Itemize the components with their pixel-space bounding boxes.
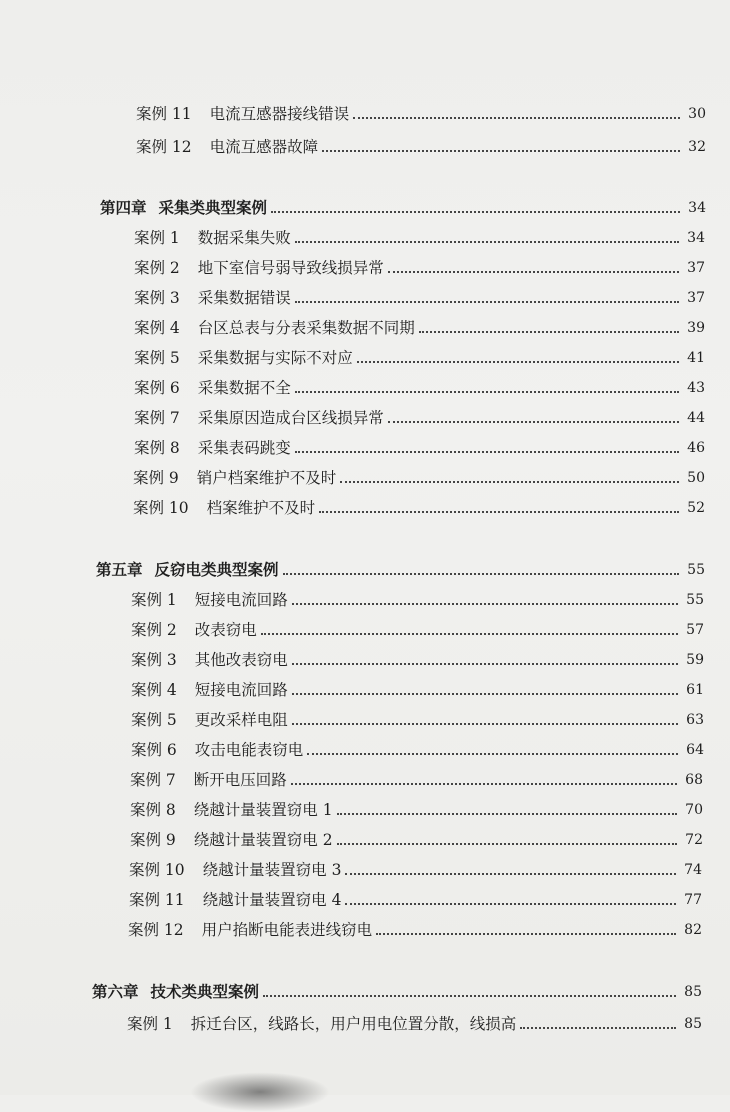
dot-leader [357,361,679,363]
entry-number: 案例 1 [131,591,177,609]
entry-number: 案例 3 [134,289,180,307]
dot-leader [261,633,678,635]
entry-page: 39 [687,320,705,336]
entry-page: 41 [687,350,705,366]
dot-leader [419,331,679,333]
dot-leader [345,873,676,875]
dot-leader [292,603,678,605]
entry-number: 案例 1 [134,229,180,247]
toc-chapter[interactable] [100,192,706,218]
entry-page: 74 [684,862,702,878]
entry-title: 电流互感器故障 [209,138,319,156]
chapter-number: 第六章 [92,982,139,1001]
dot-leader [337,843,677,845]
entry-number: 案例 9 [130,831,176,849]
entry-number: 案例 11 [136,105,192,123]
entry-page: 85 [684,1016,702,1032]
entry-title: 改表窃电 [194,621,257,639]
toc-entry[interactable] [131,614,704,640]
dot-leader [376,933,676,935]
entry-number: 案例 2 [134,259,180,277]
dot-leader [307,753,678,755]
entry-title: 绕越计量装置窃电 2 [193,831,333,849]
entry-number: 案例 12 [136,138,192,156]
toc-entry[interactable] [134,312,705,338]
entry-number: 案例 7 [134,409,180,427]
entry-number: 案例 11 [129,891,185,909]
entry-number: 案例 6 [134,379,180,397]
entry-number: 案例 4 [131,681,177,699]
entry-title: 采集原因造成台区线损异常 [197,409,384,427]
toc-entry[interactable] [131,734,704,760]
toc-entry[interactable] [134,222,705,248]
dot-leader [292,693,678,695]
toc-entry[interactable] [129,884,702,910]
toc-entry[interactable] [134,432,705,458]
dot-leader [520,1027,676,1029]
entry-title: 采集数据与实际不对应 [197,349,353,367]
dot-leader [337,813,677,815]
dot-leader [388,421,679,423]
entry-title: 台区总表与分表采集数据不同期 [197,319,415,337]
toc-chapter[interactable] [96,554,705,580]
entry-title: 采集数据不全 [197,379,291,397]
dot-leader [322,150,680,152]
toc-chapter[interactable] [92,976,702,1002]
entry-title: 短接电流回路 [194,681,288,699]
chapter-page: 34 [688,200,706,216]
entry-page: 59 [686,652,704,668]
entry-page: 37 [687,290,705,306]
toc-entry[interactable] [130,824,703,850]
toc-entry[interactable] [136,131,706,157]
entry-title: 断开电压回路 [193,771,287,789]
entry-title: 用户掐断电能表进线窃电 [201,921,373,939]
dot-leader [295,301,679,303]
dot-leader [292,723,678,725]
dot-leader [292,663,678,665]
toc-entry[interactable] [128,914,702,940]
entry-page: 57 [686,622,704,638]
chapter-page: 85 [684,984,702,1000]
toc-entry[interactable] [136,98,706,124]
entry-number: 案例 6 [131,741,177,759]
dot-leader [353,117,680,119]
entry-page: 63 [686,712,704,728]
entry-title: 拆迁台区，线路长，用户用电位置分散，线损高 [190,1015,517,1033]
toc-entry[interactable] [134,252,705,278]
entry-page: 50 [687,470,705,486]
entry-title: 短接电流回路 [194,591,288,609]
entry-number: 案例 8 [134,439,180,457]
dot-leader [283,573,679,575]
chapter-title: 反窃电类典型案例 [154,560,279,579]
entry-title: 绕越计量装置窃电 4 [202,891,342,909]
toc-entry[interactable] [134,402,705,428]
entry-page: 77 [684,892,702,908]
chapter-number: 第五章 [96,560,143,579]
toc-entry[interactable] [130,794,703,820]
dot-leader [345,903,676,905]
entry-title: 采集数据错误 [197,289,291,307]
entry-title: 销户档案维护不及时 [196,469,337,487]
toc-entry[interactable] [134,282,705,308]
entry-title: 电流互感器接线错误 [209,105,350,123]
entry-page: 64 [686,742,704,758]
entry-page: 46 [687,440,705,456]
entry-title: 攻击电能表窃电 [194,741,304,759]
entry-page: 68 [685,772,703,788]
toc-entry[interactable] [129,854,702,880]
entry-page: 37 [687,260,705,276]
dot-leader [319,511,679,513]
entry-number: 案例 1 [127,1015,173,1033]
toc-entry[interactable] [133,462,705,488]
toc-entry[interactable] [134,372,705,398]
entry-page: 72 [685,832,703,848]
toc-entry[interactable] [131,704,704,730]
toc-entry[interactable] [131,674,704,700]
entry-page: 32 [688,139,706,155]
entry-number: 案例 7 [130,771,176,789]
entry-page: 82 [684,922,702,938]
chapter-page: 55 [687,562,705,578]
entry-number: 案例 8 [130,801,176,819]
entry-number: 案例 4 [134,319,180,337]
entry-page: 43 [687,380,705,396]
entry-number: 案例 5 [134,349,180,367]
entry-number: 案例 10 [133,499,189,517]
entry-number: 案例 3 [131,651,177,669]
entry-page: 70 [685,802,703,818]
entry-title: 绕越计量装置窃电 1 [193,801,333,819]
entry-page: 30 [688,106,706,122]
entry-number: 案例 2 [131,621,177,639]
entry-title: 绕越计量装置窃电 3 [202,861,342,879]
chapter-title: 采集类典型案例 [158,198,268,217]
toc-entry[interactable] [127,1008,702,1034]
entry-number: 案例 5 [131,711,177,729]
toc-entry[interactable] [134,342,705,368]
dot-leader [295,391,679,393]
entry-page: 52 [687,500,705,516]
entry-title: 数据采集失败 [197,229,291,247]
entry-number: 案例 12 [128,921,184,939]
finger-shadow [190,1072,330,1112]
entry-number: 案例 9 [133,469,179,487]
entry-page: 61 [686,682,704,698]
dot-leader [291,783,677,785]
dot-leader [388,271,679,273]
entry-title: 档案维护不及时 [206,499,316,517]
entry-title: 地下室信号弱导致线损异常 [197,259,384,277]
dot-leader [295,241,679,243]
chapter-title: 技术类典型案例 [150,982,260,1001]
toc-entry[interactable] [133,492,705,518]
entry-title: 其他改表窃电 [194,651,288,669]
entry-page: 55 [686,592,704,608]
dot-leader [271,211,680,213]
dot-leader [340,481,679,483]
entry-page: 44 [687,410,705,426]
entry-title: 采集表码跳变 [197,439,291,457]
entry-title: 更改采样电阻 [194,711,288,729]
dot-leader [263,995,676,997]
toc-entry[interactable] [130,764,703,790]
chapter-number: 第四章 [100,198,147,217]
entry-number: 案例 10 [129,861,185,879]
toc-entry[interactable] [131,644,704,670]
entry-page: 34 [687,230,705,246]
toc-entry[interactable] [131,584,704,610]
dot-leader [295,451,679,453]
